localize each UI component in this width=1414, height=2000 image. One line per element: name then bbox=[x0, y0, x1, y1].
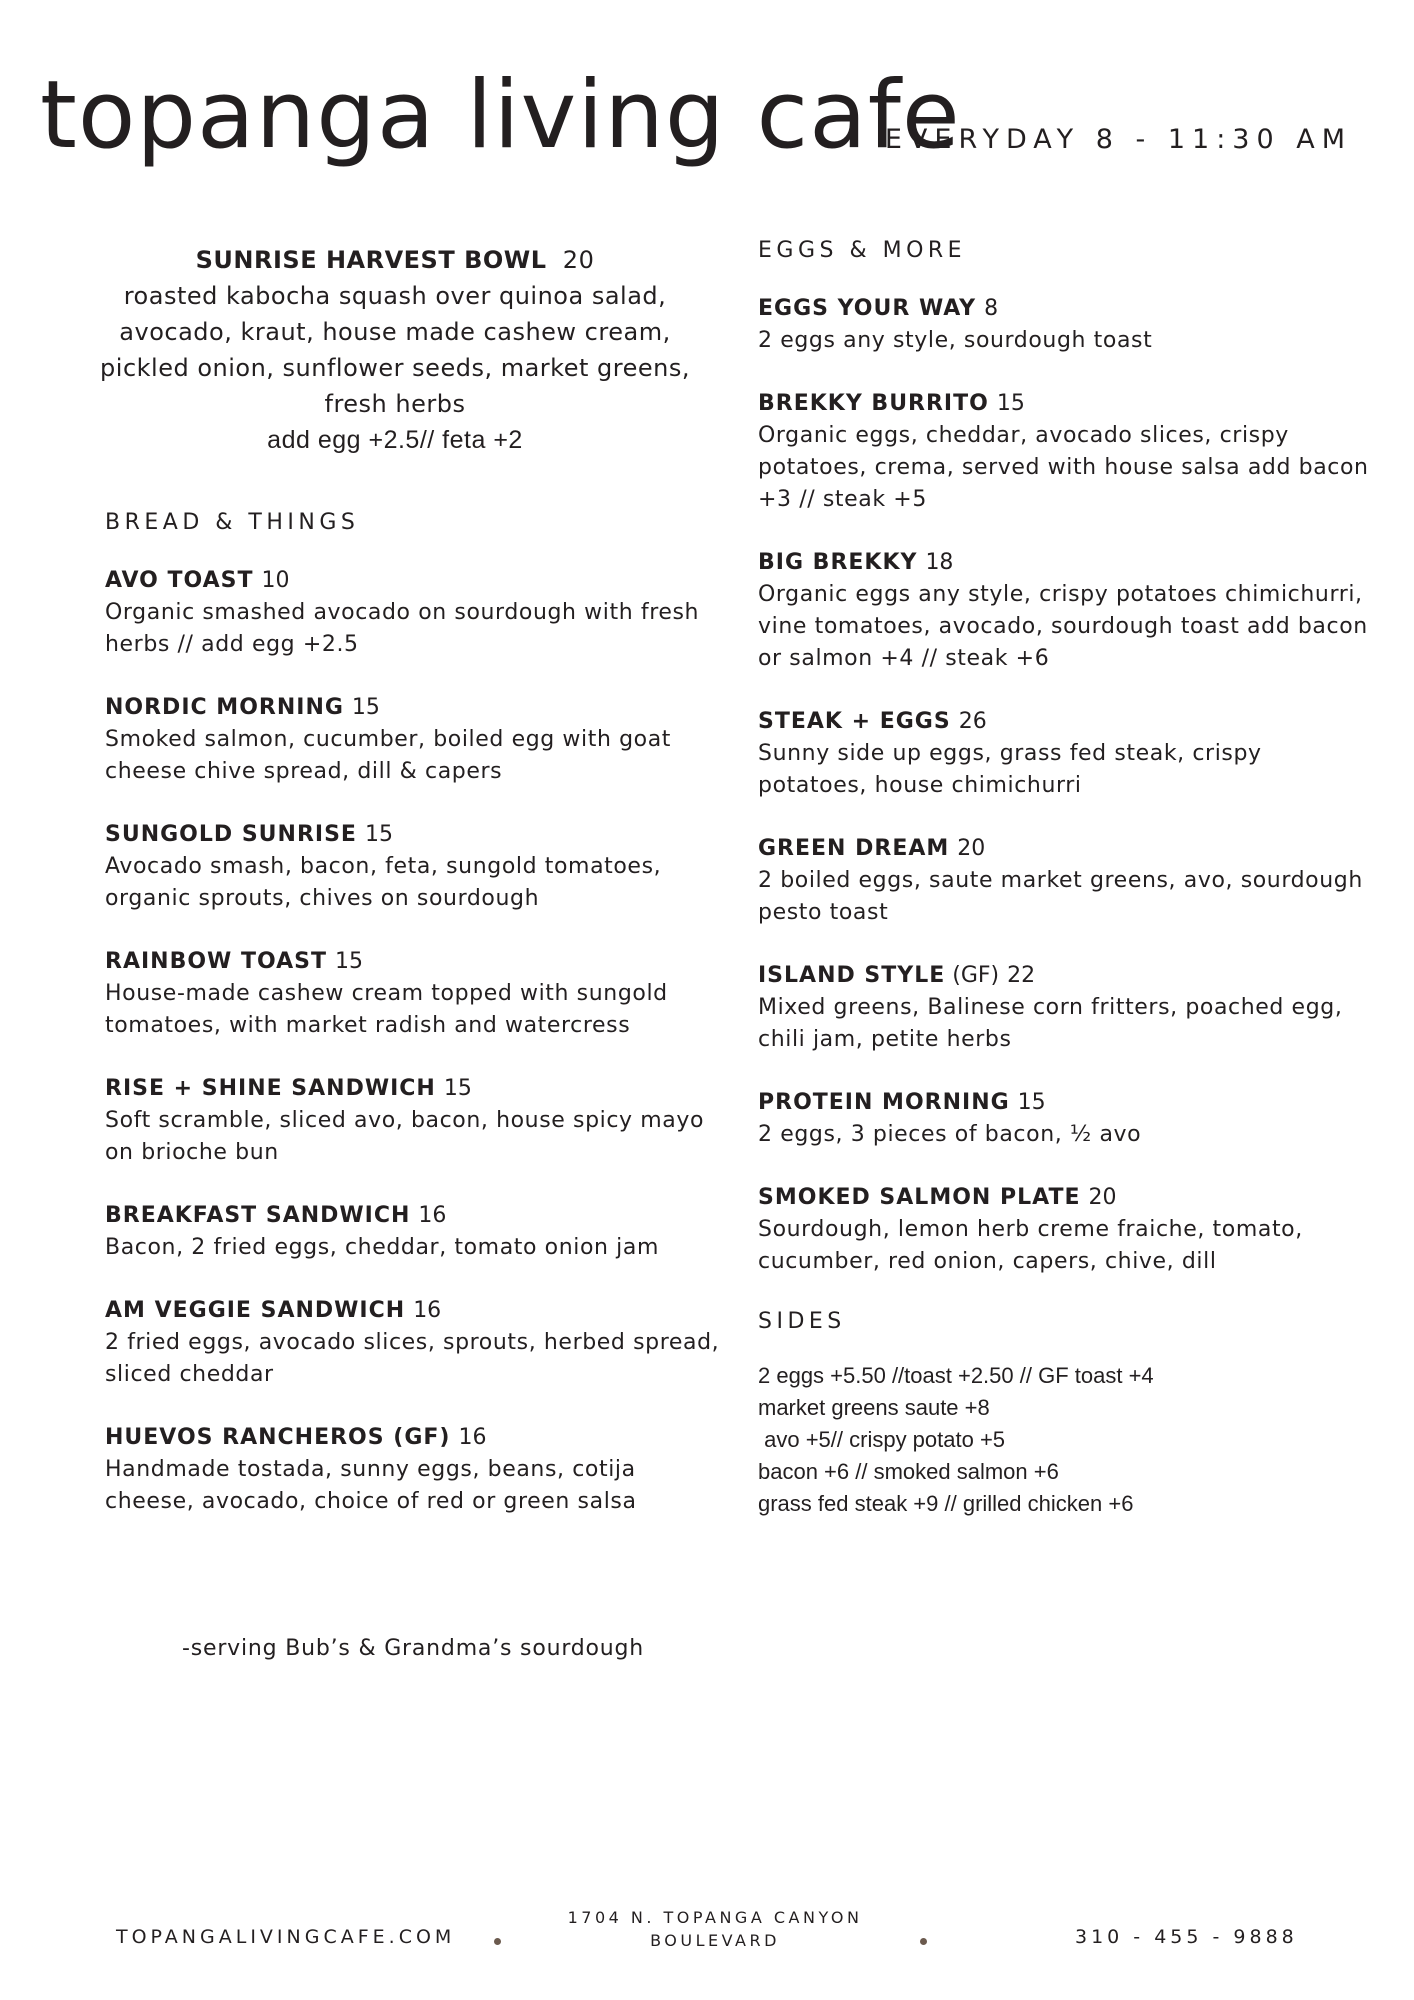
item-price: 8 bbox=[984, 296, 999, 321]
footer-dot-divider bbox=[494, 1938, 501, 1945]
menu-item bbox=[105, 1295, 725, 1391]
sides-title: SIDES bbox=[758, 1309, 846, 1334]
menu-item bbox=[758, 547, 1378, 675]
item-price: 16 bbox=[413, 1298, 442, 1323]
item-name: GREEN DREAM bbox=[758, 836, 950, 861]
featured-price: 20 bbox=[562, 246, 595, 274]
item-price: 15 bbox=[334, 949, 363, 974]
item-description: Mixed greens, Balinese corn fritters, poached egg, chili jam, petite herbs bbox=[758, 995, 1343, 1052]
featured-desc-line: avocado, kraut, house made cashew cream, bbox=[119, 318, 671, 346]
item-price: 26 bbox=[958, 709, 987, 734]
item-price: 20 bbox=[957, 836, 986, 861]
item-description: Bacon, 2 fried eggs, cheddar, tomato onion jam bbox=[105, 1235, 659, 1260]
featured-addons: add egg +2.5// feta +2 bbox=[267, 426, 523, 454]
item-name: BREKKY BURRITO bbox=[758, 391, 989, 416]
item-price: 15 bbox=[1017, 1090, 1046, 1115]
section-title: BREAD & THINGS bbox=[105, 510, 360, 535]
cafe-title: topanga living cafe bbox=[40, 61, 961, 170]
menu-item bbox=[758, 388, 1378, 516]
menu-item bbox=[758, 1182, 1378, 1278]
website-link[interactable]: TOPANGALIVINGCAFE.COM bbox=[116, 1926, 456, 1948]
item-price: 16 bbox=[418, 1203, 447, 1228]
featured-desc-line: roasted kabocha squash over quinoa salad, bbox=[123, 282, 667, 310]
item-name: SUNGOLD SUNRISE bbox=[105, 822, 357, 847]
item-price: 20 bbox=[1088, 1185, 1117, 1210]
eggs-section bbox=[758, 238, 1378, 1520]
menu-item bbox=[758, 833, 1378, 929]
item-description: Avocado smash, bacon, feta, sungold tomatoes, organic sprouts, chives on sourdough bbox=[105, 854, 662, 911]
item-name: RAINBOW TOAST bbox=[105, 949, 327, 974]
menu-item bbox=[758, 1087, 1378, 1151]
address bbox=[560, 1906, 870, 1952]
bread-section bbox=[105, 510, 725, 1549]
footer bbox=[0, 1900, 1414, 1960]
item-description: Handmade tostada, sunny eggs, beans, cotija cheese, avocado, choice of red or green salsa bbox=[105, 1457, 637, 1514]
item-dietary-note: (GF) bbox=[952, 963, 1000, 988]
sides-line: avo +5// crispy potato +5 bbox=[758, 1427, 1006, 1452]
menu-item bbox=[105, 692, 725, 788]
serving-note: -serving Bub’s & Grandma’s sourdough bbox=[182, 1636, 645, 1661]
menu-item bbox=[758, 706, 1378, 802]
item-name: AM VEGGIE SANDWICH bbox=[105, 1298, 406, 1323]
item-name: PROTEIN MORNING bbox=[758, 1090, 1010, 1115]
item-price: 16 bbox=[458, 1425, 487, 1450]
sides-line: bacon +6 // smoked salmon +6 bbox=[758, 1459, 1059, 1484]
menu-item bbox=[105, 1073, 725, 1169]
menu-item bbox=[105, 565, 725, 661]
phone-number[interactable]: 310 - 455 - 9888 bbox=[1075, 1926, 1298, 1948]
item-price: 10 bbox=[261, 568, 290, 593]
item-name: ISLAND STYLE bbox=[758, 963, 946, 988]
item-price: 15 bbox=[443, 1076, 472, 1101]
section-title: EGGS & MORE bbox=[758, 238, 967, 263]
featured-desc-line: pickled onion, sunflower seeds, market greens, bbox=[100, 354, 690, 382]
item-name: AVO TOAST bbox=[105, 568, 254, 593]
featured-name: SUNRISE HARVEST BOWL bbox=[195, 246, 547, 274]
item-description: Organic eggs any style, crispy potatoes chimichurri, vine tomatoes, avocado, sourdough toast add bacon or salmon +4 // steak +6 bbox=[758, 582, 1368, 671]
item-description: Organic eggs, cheddar, avocado slices, crispy potatoes, crema, served with house salsa add bacon +3 // steak +5 bbox=[758, 423, 1369, 512]
menu-item bbox=[105, 819, 725, 915]
featured-item bbox=[88, 242, 702, 458]
item-price: 15 bbox=[351, 695, 380, 720]
featured-header bbox=[88, 242, 702, 278]
item-name: EGGS YOUR WAY bbox=[758, 296, 977, 321]
opening-hours: EVERYDAY 8 - 11:30 AM bbox=[884, 124, 1352, 155]
item-description: Sourdough, lemon herb creme fraiche, tomato, cucumber, red onion, capers, chive, dill bbox=[758, 1217, 1303, 1274]
item-price: 15 bbox=[364, 822, 393, 847]
menu-item bbox=[105, 1422, 725, 1518]
sides-line: 2 eggs +5.50 //toast +2.50 // GF toast +4 bbox=[758, 1363, 1154, 1388]
item-price: 22 bbox=[1007, 963, 1036, 988]
menu-item bbox=[758, 293, 1378, 357]
item-description: Sunny side up eggs, grass fed steak, crispy potatoes, house chimichurri bbox=[758, 741, 1262, 798]
item-description: Smoked salmon, cucumber, boiled egg with goat cheese chive spread, dill & capers bbox=[105, 727, 672, 784]
item-description: 2 eggs any style, sourdough toast bbox=[758, 328, 1153, 353]
item-description: House-made cashew cream topped with sungold tomatoes, with market radish and watercress bbox=[105, 981, 668, 1038]
address-line: 1704 N. TOPANGA CANYON bbox=[567, 1908, 863, 1927]
item-name: STEAK + EGGS bbox=[758, 709, 951, 734]
item-price: 18 bbox=[925, 550, 954, 575]
item-description: 2 fried eggs, avocado slices, sprouts, herbed spread, sliced cheddar bbox=[105, 1330, 720, 1387]
item-price: 15 bbox=[996, 391, 1025, 416]
item-description: 2 boiled eggs, saute market greens, avo, sourdough pesto toast bbox=[758, 868, 1363, 925]
address-line: BOULEVARD bbox=[650, 1931, 780, 1950]
sides-list bbox=[758, 1360, 1378, 1520]
menu-item bbox=[105, 1200, 725, 1264]
item-name: SMOKED SALMON PLATE bbox=[758, 1185, 1081, 1210]
item-description: 2 eggs, 3 pieces of bacon, ½ avo bbox=[758, 1122, 1142, 1147]
footer-dot-divider bbox=[920, 1938, 927, 1945]
sides-line: grass fed steak +9 // grilled chicken +6 bbox=[758, 1491, 1134, 1516]
item-description: Organic smashed avocado on sourdough with fresh herbs // add egg +2.5 bbox=[105, 600, 700, 657]
item-name: RISE + SHINE SANDWICH bbox=[105, 1076, 436, 1101]
featured-desc-line: fresh herbs bbox=[324, 390, 466, 418]
menu-item bbox=[105, 946, 725, 1042]
item-description: Soft scramble, sliced avo, bacon, house spicy mayo on brioche bun bbox=[105, 1108, 705, 1165]
menu-item bbox=[758, 960, 1378, 1056]
item-name: NORDIC MORNING bbox=[105, 695, 344, 720]
sides-line: market greens saute +8 bbox=[758, 1395, 990, 1420]
item-name: BIG BREKKY bbox=[758, 550, 918, 575]
item-name: HUEVOS RANCHEROS (GF) bbox=[105, 1425, 451, 1450]
item-name: BREAKFAST SANDWICH bbox=[105, 1203, 411, 1228]
